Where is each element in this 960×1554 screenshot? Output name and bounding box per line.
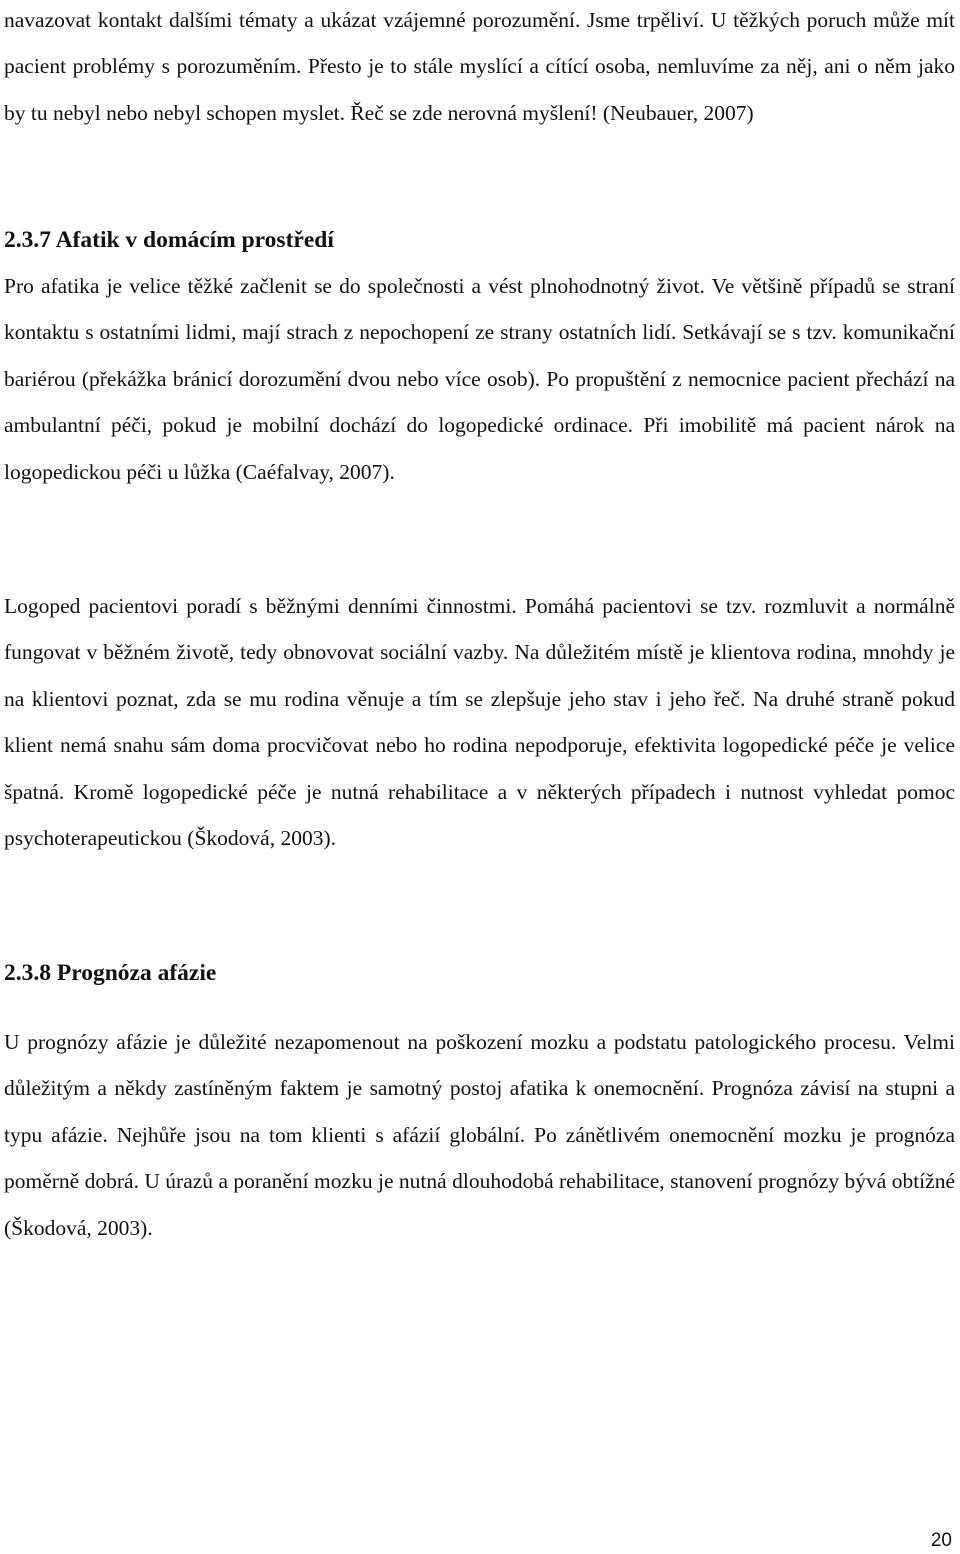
section-heading-2-3-8: 2.3.8 Prognóza afázie [4,960,217,986]
section-2-3-7-paragraph-1: Pro afatika je velice těžké začlenit se do společnosti a vést plnohodnotný život. Ve většině případů se straní kontaktu s ostatními lidmi, mají strach z nepochopení ze strany ostatních lidí. Setkávají se s tzv. komunikační bariérou (překážka bránicí dorozumění dvou nebo více osob). Po propuštění z nemocnice pacient přechází na ambulantní péči, pokud je mobilní dochází do logopedické ordinace. Při imobilitě má pacient nárok na logopedickou péči u lůžka (Caéfalvay, 2007). [4,274,955,484]
intro-paragraph: navazovat kontakt dalšími tématy a ukázat vzájemné porozumění. Jsme trpěliví. U těžkých poruch může mít pacient problémy s porozuměním. Přesto je to stále myslící a cítící osoba, nemluvíme za něj, ani o něm jako by tu nebyl nebo nebyl schopen myslet. Řeč se zde nerovná myšlení! (Neubauer, 2007) [4,8,955,125]
section-2-3-8-paragraph-1: U prognózy afázie je důležité nezapomenout na poškození mozku a podstatu patologického procesu. Velmi důležitým a někdy zastíněným faktem je samotný postoj afatika k onemocnění. Prognóza závisí na stupni a typu afázie. Nejhůře jsou na tom klienti s afázií globální. Po zánětlivém onemocnění mozku je prognóza poměrně dobrá. U úrazů a poranění mozku je nutná dlouhodobá rehabilitace, stanovení prognózy bývá obtížné (Škodová, 2003). [4,1030,955,1240]
section-heading-2-3-7: 2.3.7 Afatik v domácím prostředí [4,227,334,253]
section-2-3-7-paragraph-2: Logoped pacientovi poradí s běžnými denními činnostmi. Pomáhá pacientovi se tzv. rozmluvit a normálně fungovat v běžném životě, tedy obnovovat sociální vazby. Na důležitém místě je klientova rodina, mnohdy je na klientovi poznat, zda se mu rodina věnuje a tím se zlepšuje jeho stav i jeho řeč. Na druhé straně pokud klient nemá snahu sám doma procvičovat nebo ho rodina nepodporuje, efektivita logopedické péče je velice špatná. Kromě logopedické péče je nutná rehabilitace a v některých případech i nutnost vyhledat pomoc psychoterapeutickou (Škodová, 2003). [4,594,955,851]
page-number: 20 [930,1530,952,1551]
